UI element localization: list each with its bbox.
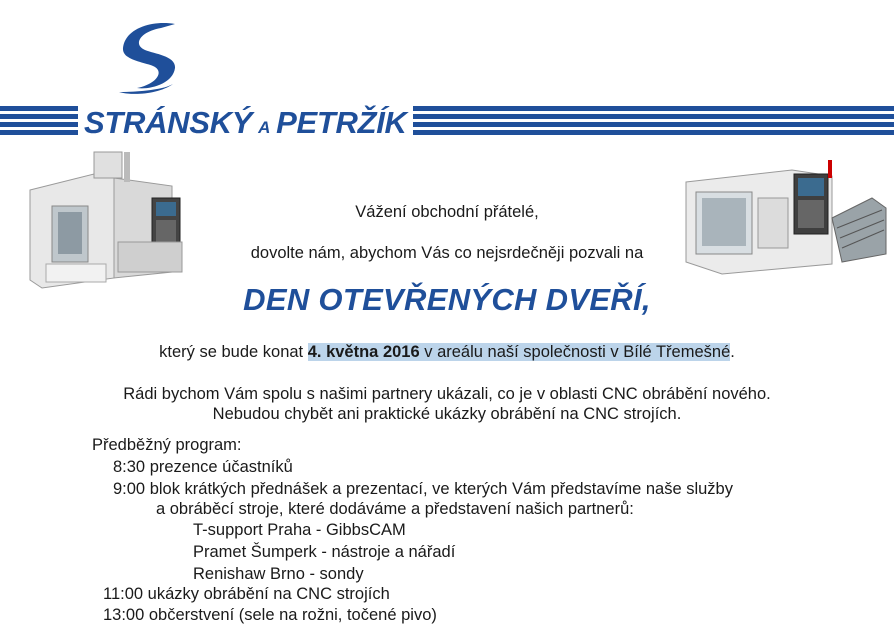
program-item: 8:30 prezence účastníků bbox=[113, 458, 293, 476]
program-partner: Renishaw Brno - sondy bbox=[193, 565, 364, 583]
invite-text: dovolte nám, abychom Vás co nejsrdečněji pozvali na bbox=[250, 244, 644, 262]
program-item: 13:00 občerstvení (sele na rožni, točené pivo) bbox=[103, 606, 437, 624]
date-highlight bbox=[308, 343, 731, 361]
company-logo-icon bbox=[113, 18, 183, 96]
company-name-part2: PETRŽÍK bbox=[276, 105, 407, 140]
program-item: a obráběcí stroje, které dodáváme a představení našich partnerů: bbox=[156, 500, 634, 518]
company-name-amp: A bbox=[258, 118, 271, 137]
event-date: 4. května 2016 bbox=[307, 343, 420, 361]
program-title: Předběžný program: bbox=[92, 436, 242, 454]
program-partner: T-support Praha - GibbsCAM bbox=[193, 521, 406, 539]
date-line bbox=[0, 343, 894, 362]
partners-text-2: Nebudou chybět ani praktické ukázky obrábění na CNC strojích. bbox=[212, 405, 682, 423]
company-name bbox=[78, 105, 413, 141]
program-item: 9:00 blok krátkých přednášek a prezentací, ve kterých Vám představíme naše služby bbox=[113, 480, 733, 498]
event-headline: DEN OTEVŘENÝCH DVEŘÍ, bbox=[243, 282, 651, 317]
event-location: v areálu naší společnosti v Bílé Třemešné bbox=[419, 343, 731, 361]
date-end: . bbox=[730, 343, 735, 361]
date-prefix: který se bude konat bbox=[159, 343, 308, 361]
program-item: 11:00 ukázky obrábění na CNC strojích bbox=[103, 585, 390, 603]
partners-text-1: Rádi bychom Vám spolu s našimi partnery ukázali, co je v oblasti CNC obrábění nového. bbox=[123, 385, 771, 403]
program-partner: Pramet Šumperk - nástroje a nářadí bbox=[193, 543, 456, 561]
company-name-part1: STRÁNSKÝ bbox=[84, 105, 253, 140]
greeting-text: Vážení obchodní přátelé, bbox=[355, 203, 539, 221]
